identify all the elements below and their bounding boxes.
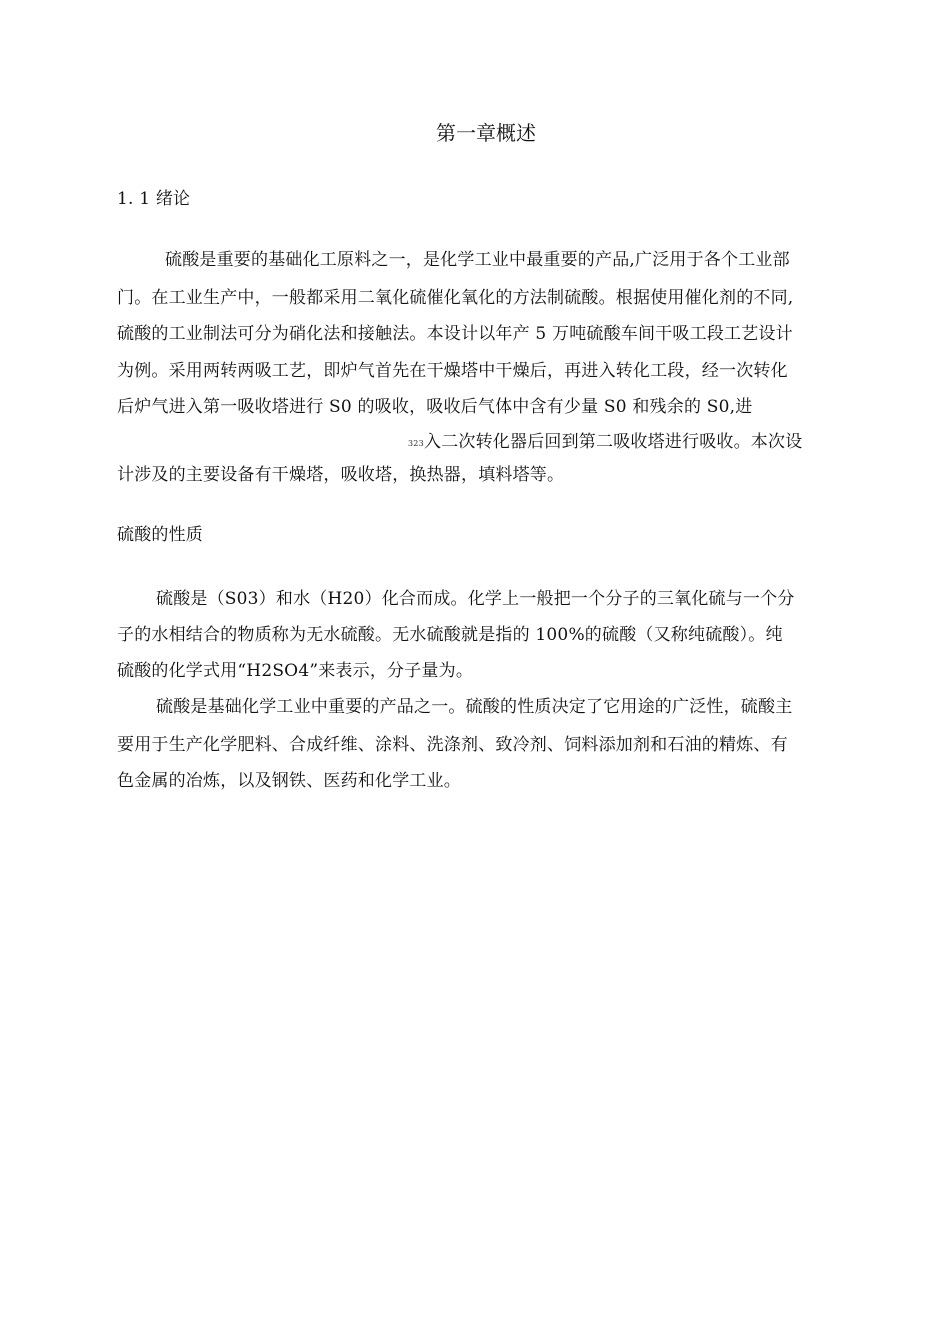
subscript-marks: 323	[408, 439, 424, 448]
paragraph-line: 为例。采用两转两吸工艺，即炉气首先在干燥塔中干燥后，再进入转化工段，经一次转化	[117, 361, 788, 381]
paragraph-line: 入二次转化器后回到第二吸收塔进行吸收。本次设	[424, 432, 803, 452]
paragraph-line: 计涉及的主要设备有干燥塔，吸收塔，换热器，填料塔等。	[117, 465, 565, 485]
chapter-title: 第一章概述	[436, 121, 536, 145]
paragraph-line: 硫酸是基础化学工业中重要的产品之一。硫酸的性质决定了它用途的广泛性，硫酸主	[156, 697, 793, 717]
properties-heading: 硫酸的性质	[117, 525, 203, 545]
paragraph-line: 硫酸的工业制法可分为硝化法和接触法。本设计以年产 5 万吨硫酸车间干吸工段工艺设计	[117, 324, 793, 344]
paragraph-line: 子的水相结合的物质称为无水硫酸。无水硫酸就是指的 100%的硫酸（又称纯硫酸）。纯	[117, 625, 783, 645]
section-heading: 1. 1 绪论	[117, 189, 191, 209]
paragraph-line: 硫酸的化学式用“H2SO4”来表示，分子量为。	[117, 661, 474, 681]
paragraph-line: 色金属的冶炼，以及钢铁、医药和化学工业。	[117, 771, 461, 791]
paragraph-line: 硫酸是重要的基础化工原料之一，是化学工业中最重要的产品,广泛用于各个工业部	[165, 250, 790, 270]
paragraph-line: 要用于生产化学肥料、合成纤维、涂料、洗涤剂、致冷剂、饲料添加剂和石油的精炼、有	[117, 735, 788, 755]
paragraph-line: 硫酸是（S03）和水（H20）化合而成。化学上一般把一个分子的三氧化硫与一个分	[156, 589, 795, 609]
paragraph-line: 门。在工业生产中，一般都采用二氧化硫催化氧化的方法制硫酸。根据使用催化剂的不同,	[117, 288, 794, 308]
paragraph-line: 后炉气进入第一吸收塔进行 S0 的吸收，吸收后气体中含有少量 S0 和残余的 S0,进	[117, 397, 753, 417]
